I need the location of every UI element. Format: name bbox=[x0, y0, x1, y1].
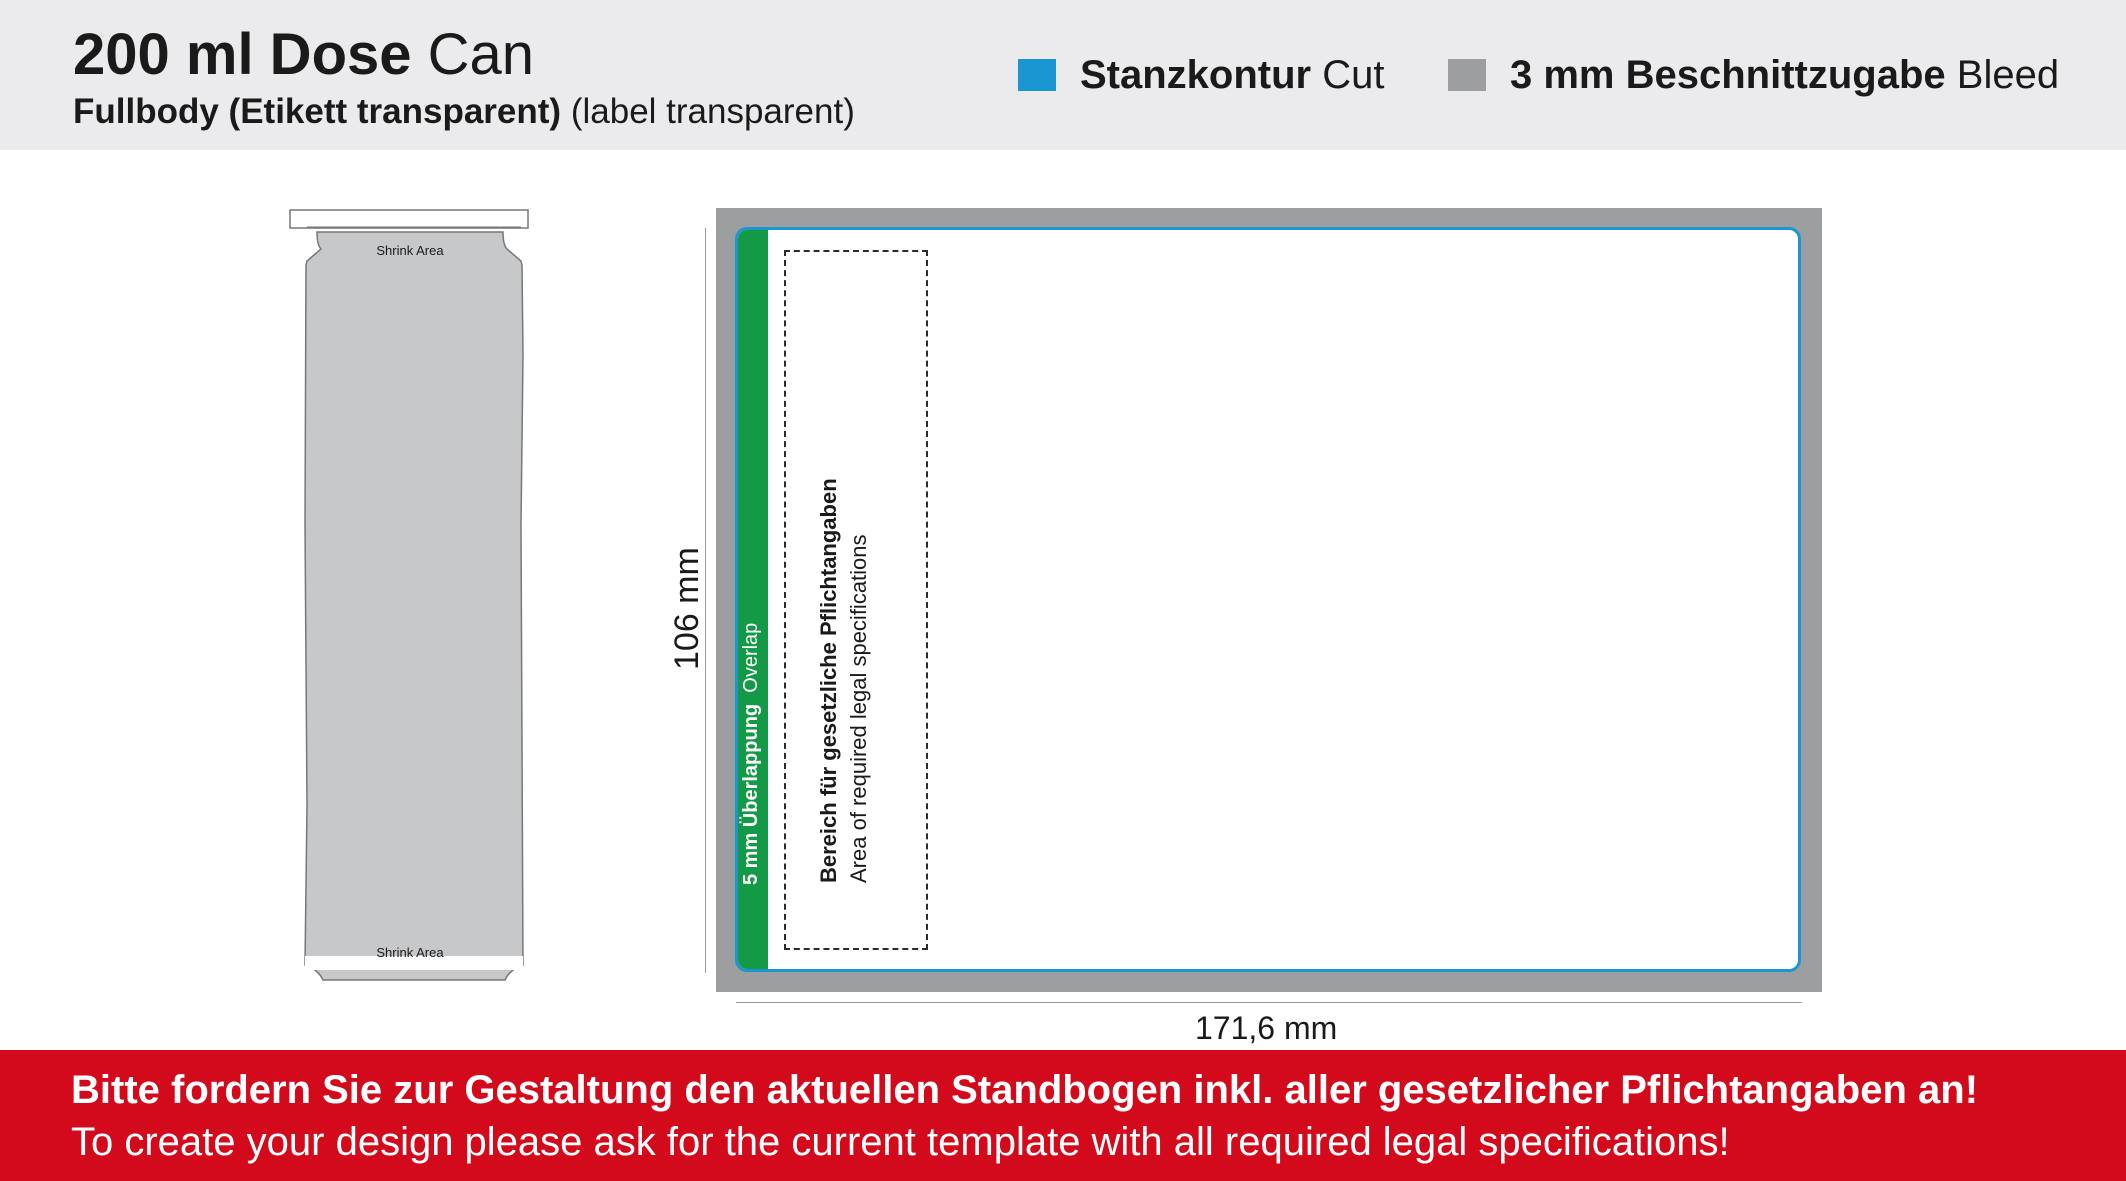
height-dimension-label: 106 mm bbox=[668, 547, 706, 670]
legend-bleed-regular: Bleed bbox=[1956, 52, 2060, 97]
overlap-label-bold: 5 mm Überlappung bbox=[740, 703, 762, 885]
page-title bbox=[73, 22, 534, 88]
width-dimension-label: 171,6 mm bbox=[1195, 1010, 1338, 1046]
footer-banner bbox=[0, 1050, 2126, 1181]
width-dimension-line bbox=[736, 1002, 1802, 1003]
title-bold: 200 ml Dose bbox=[73, 22, 412, 87]
overlap-label bbox=[740, 623, 763, 885]
legend-cut bbox=[1018, 50, 1385, 100]
shrink-area-top-label: Shrink Area bbox=[376, 243, 444, 258]
footer-text-de: Bitte fordern Sie zur Gestaltung den aktuellen Standbogen inkl. aller gesetzlicher Pflichtangaben an! bbox=[71, 1068, 1979, 1112]
can-outline bbox=[285, 205, 535, 985]
subtitle-bold: Fullbody (Etikett transparent) bbox=[73, 92, 562, 131]
overlap-label-regular: Overlap bbox=[740, 622, 762, 693]
legal-spec-label-de: Bereich für gesetzliche Pflichtangaben bbox=[816, 478, 841, 883]
legend-cut-regular: Cut bbox=[1322, 52, 1385, 97]
can-shape-icon bbox=[285, 205, 535, 985]
legal-spec-label-en: Area of required legal specifications bbox=[846, 534, 871, 883]
subtitle-regular: (label transparent) bbox=[570, 92, 855, 131]
legend-cut-bold: Stanzkontur bbox=[1080, 52, 1312, 97]
bleed-swatch-icon bbox=[1448, 59, 1486, 91]
legend-bleed bbox=[1448, 50, 2059, 100]
cut-area bbox=[735, 227, 1801, 972]
title-regular: Can bbox=[427, 22, 535, 87]
header-bar bbox=[0, 0, 2126, 150]
page-subtitle bbox=[73, 90, 855, 134]
legend-bleed-bold: 3 mm Beschnittzugabe bbox=[1510, 52, 1946, 97]
shrink-area-bottom-label: Shrink Area bbox=[376, 945, 444, 960]
cut-swatch-icon bbox=[1018, 59, 1056, 91]
footer-text-en: To create your design please ask for the current template with all required legal specifications! bbox=[71, 1120, 1730, 1164]
